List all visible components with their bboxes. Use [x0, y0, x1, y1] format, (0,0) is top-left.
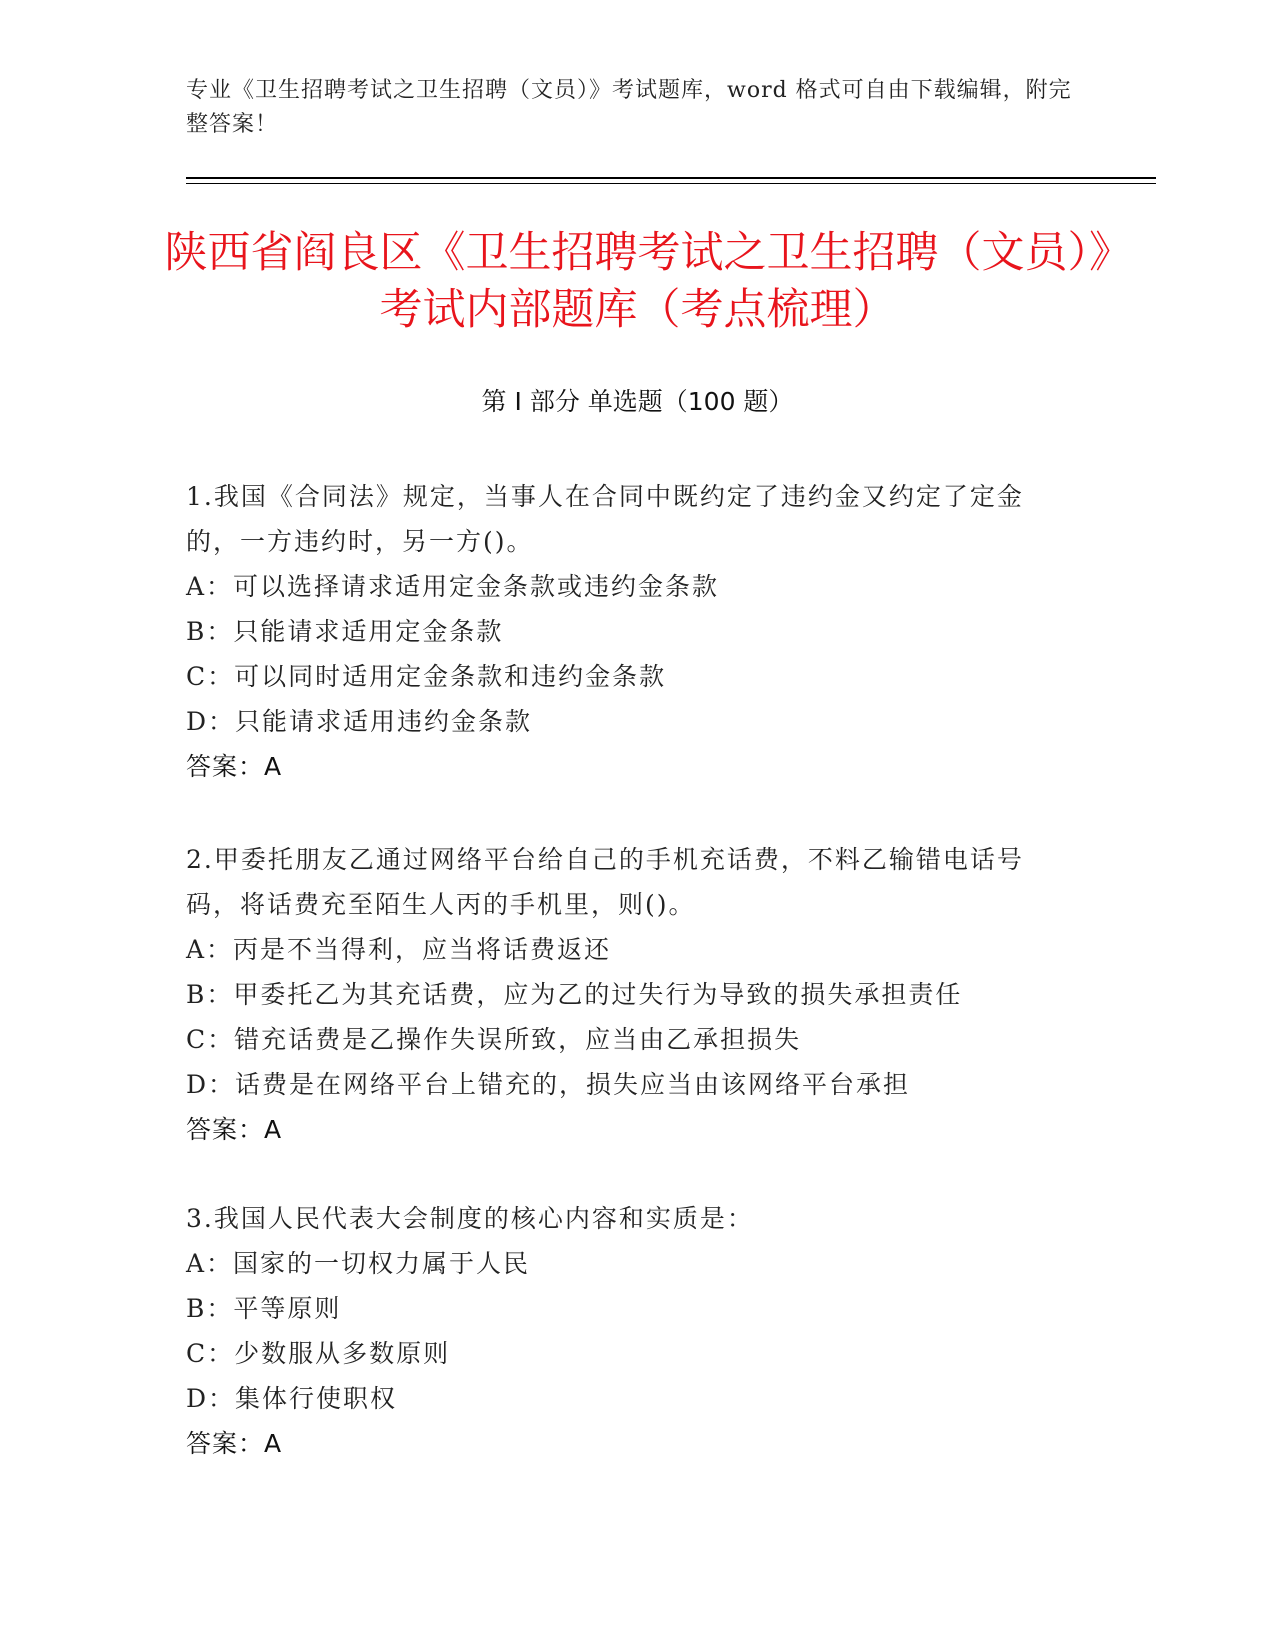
option-a: A：国家的一切权力属于人民 — [186, 1249, 531, 1278]
option-a: A：丙是不当得利，应当将话费返还 — [186, 935, 612, 964]
question-block — [186, 837, 1066, 1152]
option-c: C：可以同时适用定金条款和违约金条款 — [186, 662, 667, 691]
option-c: C：少数服从多数原则 — [186, 1339, 451, 1368]
question-block — [186, 474, 1066, 789]
document-title: 陕西省阎良区《卫生招聘考试之卫生招聘（文员）》考试内部题库（考点梳理） — [164, 228, 1111, 335]
option-b: B：只能请求适用定金条款 — [186, 617, 504, 646]
section-title: 第 I 部分 单选题（100 题） — [481, 387, 794, 416]
question-stem: 3.我国人民代表大会制度的核心内容和实质是： — [186, 1204, 754, 1233]
question-block — [186, 1196, 1066, 1466]
option-b: B：平等原则 — [186, 1294, 342, 1323]
option-d: D：话费是在网络平台上错充的，损失应当由该网络平台承担 — [186, 1070, 911, 1099]
option-d: D：集体行使职权 — [186, 1384, 398, 1413]
question-stem: 1.我国《合同法》规定，当事人在合同中既约定了违约金又约定了定金的，一方违约时，另一方()。 — [186, 482, 1024, 556]
option-b: B：甲委托乙为其充话费，应为乙的过失行为导致的损失承担责任 — [186, 980, 963, 1009]
header-rule-thin — [186, 183, 1156, 184]
option-a: A：可以选择请求适用定金条款或违约金条款 — [186, 572, 720, 601]
answer-line: 答案：A — [186, 752, 283, 781]
option-d: D：只能请求适用违约金条款 — [186, 707, 533, 736]
answer-line: 答案：A — [186, 1115, 283, 1144]
header-rule-thick — [186, 177, 1156, 179]
header-note: 专业《卫生招聘考试之卫生招聘（文员）》考试题库，word 格式可自由下载编辑，附完整答案！ — [186, 78, 1072, 137]
question-stem: 2.甲委托朋友乙通过网络平台给自己的手机充话费，不料乙输错电话号码，将话费充至陌生人丙的手机里，则()。 — [186, 845, 1024, 919]
answer-line: 答案：A — [186, 1429, 283, 1458]
option-c: C：错充话费是乙操作失误所致，应当由乙承担损失 — [186, 1025, 802, 1054]
